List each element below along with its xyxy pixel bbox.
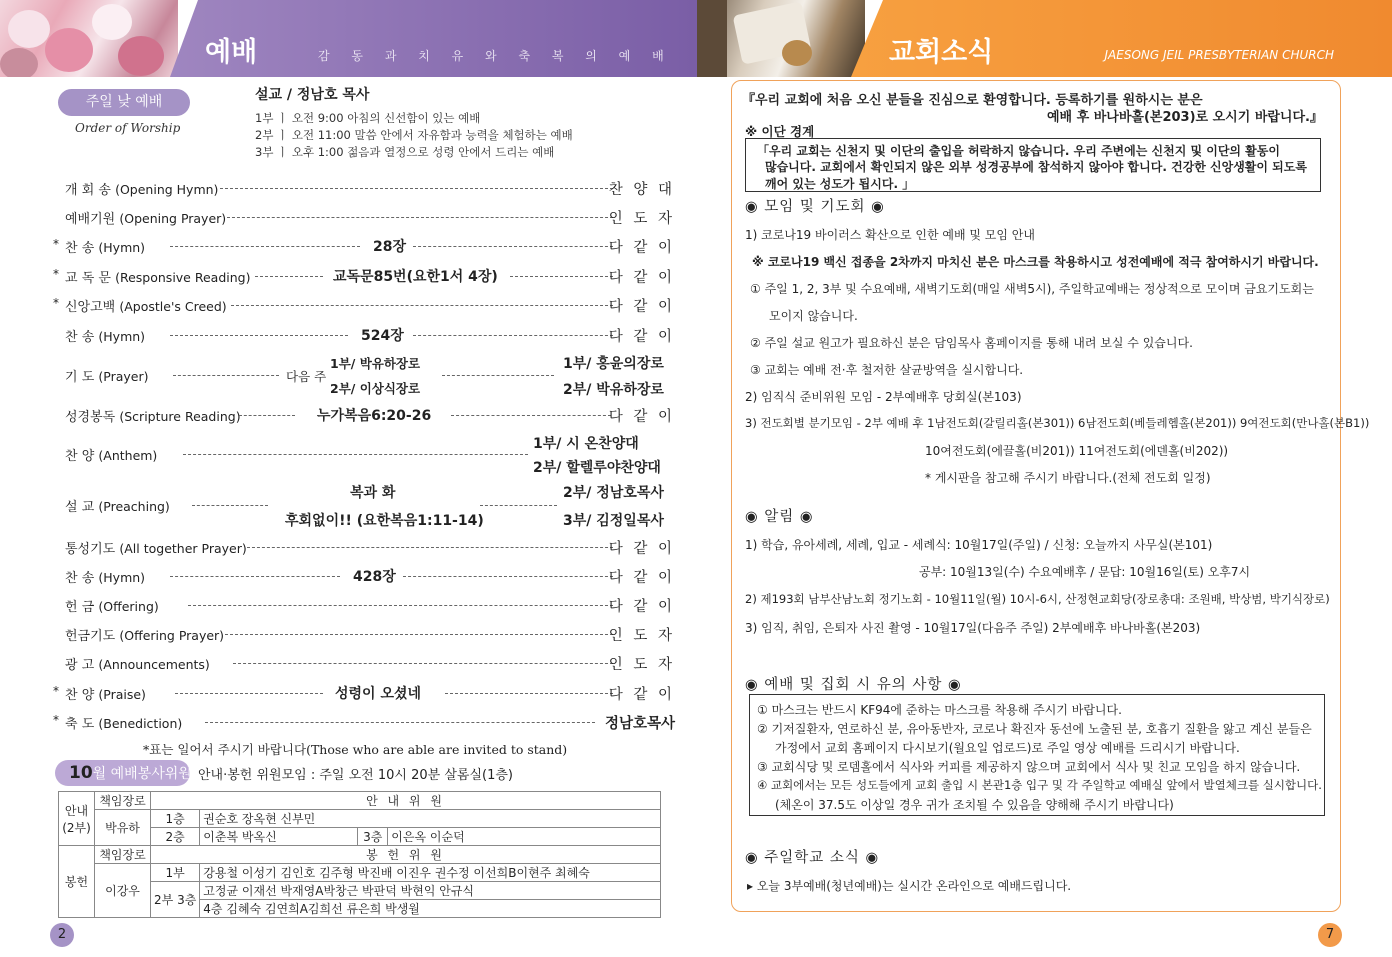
page-number: 7 — [1318, 923, 1342, 947]
news-item: 3) 임직, 취임, 은퇴자 사진 촬영 - 10월17일(다음주 주일) 2부예배후 바나바홀(본203) — [745, 621, 1201, 635]
order-name: 헌 금 — [65, 599, 95, 615]
floor-cell: 2층 — [151, 828, 200, 846]
order-detail: 428장 — [353, 569, 396, 585]
dotted-leader — [255, 276, 323, 277]
order-name-en: (Anthem) — [98, 447, 158, 463]
order-name: 교 독 문 — [65, 270, 111, 286]
sermon-title-text: 복과 화 — [350, 485, 396, 501]
order-name-en: (All together Prayer) — [119, 540, 247, 556]
news-item: 2) 임직식 준비위원 모임 - 2부예배후 당회실(본103) — [745, 390, 1022, 404]
order-name-en: (Preaching) — [98, 498, 170, 514]
floor-cell: 3층 — [358, 828, 388, 846]
order-row — [55, 235, 675, 257]
order-name: 성경봉독 — [65, 409, 116, 425]
dotted-leader — [403, 576, 613, 577]
order-row — [55, 682, 675, 704]
heresy-line: 많습니다. 교회에서 확인되지 않은 외부 성경공부에 참석하지 않아야 합니다. 건강한 신앙생활이 되도록 — [765, 160, 1307, 174]
order-leader: 다 같 이 — [608, 299, 675, 315]
order-row — [55, 565, 675, 587]
order-detail: 524장 — [361, 328, 404, 344]
names-cell: 4층 김혜숙 김연희A김희선 류은희 박생월 — [200, 900, 661, 918]
news-item: 1) 코로나19 바이러스 확산으로 인한 예배 및 모임 안내 — [745, 228, 1035, 242]
page-title: 교회소식 — [889, 37, 994, 68]
welcome-line-2: 예배 후 바나바홀(본203)로 오시기 바랍니다.』 — [1047, 110, 1323, 125]
dotted-leader — [413, 246, 613, 247]
stand-marker: * — [53, 296, 59, 310]
order-leader: 다 같 이 — [608, 270, 675, 286]
choir-1: 1부/ 시 온찬양대 — [533, 436, 639, 452]
stand-marker: * — [53, 713, 59, 727]
news-item: 2) 제193회 남부산남노회 정기노회 - 10월11일(월) 10시-6시, 산정현교회당(장로총대: 조원배, 박상범, 박기식장로) — [745, 592, 1330, 606]
part-cell: 1부 — [151, 864, 200, 882]
order-of-worship-label: Order of Worship — [75, 121, 181, 135]
order-name-en: (Praise) — [98, 686, 146, 702]
order-name: 기 도 — [65, 369, 95, 385]
dotted-leader — [480, 505, 557, 506]
caution-item: ① 마스크는 반드시 KF94에 준하는 마스크를 착용해 주시기 바랍니다. — [757, 703, 1122, 717]
sermon-scripture: 후회없이!! (요한복음1:11-14) — [285, 513, 484, 529]
elder-cell: 이강우 — [95, 864, 151, 918]
order-leader: 다 같 이 — [608, 240, 675, 256]
order-leader: 다 같 이 — [608, 570, 675, 586]
volunteer-table — [58, 791, 661, 918]
dotted-leader — [239, 415, 295, 416]
order-leader: 인 도 자 — [608, 628, 675, 644]
names-cell: 이은옥 이순덕 — [388, 828, 661, 846]
page-title: 예배 — [205, 37, 258, 68]
service-time: 1부 ㅣ 오전 9:00 아침의 신선함이 있는 예배 — [255, 111, 481, 125]
order-leader: 정남호목사 — [604, 716, 675, 732]
news-item: ③ 교회는 예배 전·후 철저한 살균방역을 실시합니다. — [750, 363, 1024, 377]
next-week-label: 다음 주 — [286, 369, 327, 384]
order-name: 찬 양 — [65, 448, 95, 464]
heresy-title: ※ 이단 경계 — [745, 124, 815, 139]
flower-photo — [0, 0, 178, 77]
order-row — [55, 177, 675, 199]
page-subtitle: 감 동 과 치 유 와 축 복 의 예 배 — [318, 49, 673, 63]
welcome-line-1: 『우리 교회에 처음 오신 분들을 진심으로 환영합니다. 등록하기를 원하시는 분은 — [742, 93, 1203, 108]
news-item: 공부: 10월13일(수) 수요예배후 / 문답: 10월16일(토) 오후7시 — [919, 565, 1251, 579]
order-name-en: (Offering) — [98, 598, 159, 614]
order-row — [55, 594, 675, 616]
order-detail: 교독문85번(요한1서 4장) — [333, 269, 498, 285]
sunday-worship-label: 주일 낮 예배 — [58, 89, 190, 116]
heresy-line: 깨어 있는 성도가 됩시다. 」 — [765, 177, 915, 191]
order-name: 신앙고백 — [65, 299, 116, 315]
order-name: 예배기원 — [65, 211, 116, 227]
news-item: * 게시판을 참고해 주시기 바랍니다.(전체 전도회 일정) — [925, 471, 1211, 485]
news-item: ※ 코로나19 백신 접종을 2차까지 마치신 분은 마스크를 착용하시고 성전예배에 적극 참여하시기 바랍니다. — [752, 255, 1319, 269]
order-name-en: (Hymn) — [98, 569, 146, 585]
right-page — [697, 0, 1392, 957]
sermon-title: 설교 / 정남호 목사 — [255, 87, 370, 103]
floor-cell: 1층 — [151, 810, 200, 828]
names-cell: 권순호 장옥현 신부민 — [200, 810, 661, 828]
order-leader: 인 도 자 — [608, 211, 675, 227]
dotted-leader — [170, 335, 348, 336]
caution-item: 가정에서 교회 홈페이지 다시보기(월요일 업로드)로 주일 영상 예배를 드리시기 바랍니다. — [775, 741, 1240, 755]
order-name: 찬 송 — [65, 329, 95, 345]
volunteer-label: 월 예배봉사위원 — [92, 766, 192, 782]
order-name: 헌금기도 — [65, 628, 116, 644]
order-detail: 성령이 오셨네 — [335, 686, 422, 702]
order-row — [55, 324, 675, 346]
service-time: 3부 ㅣ 오후 1:00 젊음과 열정으로 성령 안에서 드리는 예배 — [255, 145, 555, 159]
heresy-line: 「우리 교회는 신천지 및 이단의 출입을 허락하지 않습니다. 우리 주변에는 신천지 및 이단의 활동이 — [757, 144, 1280, 158]
news-item: 3) 전도회별 분기모임 - 2부 예배 후 1남전도회(갈릴리홀(본301)) 6남전도회(베들레헴홀(본201)) 9여전도회(만나홀(본B1)) — [745, 416, 1370, 430]
church-name: JAESONG JEIL PRESBYTERIAN CHURCH — [1104, 48, 1334, 62]
order-leader: 다 같 이 — [608, 599, 675, 615]
caution-item: ③ 교회식당 및 로뎀홀에서 식사와 커피를 제공하지 않으며 교회에서 식사 및 친교 모임을 하지 않습니다. — [757, 760, 1301, 774]
stand-marker: * — [53, 267, 59, 281]
dotted-leader — [170, 576, 340, 577]
dotted-leader — [192, 505, 268, 506]
names-cell: 강용철 이성기 김인호 김주형 박진배 이진우 권수정 이선희B이현주 최혜숙 — [200, 864, 661, 882]
order-leader: 다 같 이 — [608, 329, 675, 345]
order-name-en: (Announcements) — [98, 656, 210, 672]
order-row — [55, 206, 675, 228]
order-name-en: (Hymn) — [98, 328, 146, 344]
order-row — [55, 652, 675, 674]
order-name: 통성기도 — [65, 541, 116, 557]
order-row — [55, 536, 675, 558]
news-item: ① 주일 1, 2, 3부 및 수요예배, 새벽기도회(매일 새벽5시), 주일학교예배는 정상적으로 모이며 금요기도회는 — [750, 282, 1314, 296]
order-name: 광 고 — [65, 657, 95, 673]
dotted-leader — [183, 454, 528, 455]
dotted-leader — [451, 415, 611, 416]
stand-note: *표는 일어서 주시기 바랍니다(Those who are able are invited to stand) — [143, 742, 568, 757]
order-name-en: (Apostle's Creed) — [119, 298, 227, 314]
order-name-en: (Hymn) — [98, 239, 146, 255]
order-name: 찬 송 — [65, 240, 95, 256]
order-name: 설 교 — [65, 499, 95, 515]
dotted-leader — [188, 605, 613, 606]
header-cell: 봉 헌 위 원 — [151, 846, 661, 864]
order-name-en: (Opening Hymn) — [115, 181, 219, 197]
header-cell: 책임장로 — [95, 792, 151, 810]
order-name-en: (Responsive Reading) — [115, 269, 251, 285]
order-leader: 다 같 이 — [608, 409, 675, 425]
header-cell: 책임장로 — [95, 846, 151, 864]
dotted-leader — [220, 188, 613, 189]
names-cell: 고정균 이재선 박재영A박창근 박판덕 박현익 안규식 — [200, 882, 661, 900]
dotted-leader — [175, 693, 323, 694]
order-leader: 인 도 자 — [608, 657, 675, 673]
choir-2: 2부/ 할렐루야찬양대 — [533, 460, 661, 476]
order-name: 찬 양 — [65, 687, 95, 703]
order-detail: 누가복음6:20-26 — [317, 408, 432, 424]
names-cell: 이춘복 박옥신 — [200, 828, 358, 846]
order-row — [55, 294, 675, 316]
sermon-info — [255, 84, 573, 161]
caution-item: ② 기저질환자, 연로하신 분, 유아동반자, 코로나 확진자 동선에 노출된 분, 호흡기 질환을 앓고 계신 분들은 — [757, 722, 1312, 736]
news-item: 모이지 않습니다. — [769, 309, 858, 323]
dotted-leader — [413, 335, 613, 336]
dotted-leader — [247, 547, 613, 548]
elder-cell: 박유하 — [95, 810, 151, 846]
stand-marker: * — [53, 684, 59, 698]
volunteer-title — [55, 760, 190, 786]
service-time: 2부 ㅣ 오전 11:00 말씀 안에서 자유함과 능력을 체험하는 예배 — [255, 128, 573, 142]
news-item: ② 주일 설교 원고가 필요하신 분은 담임목사 홈페이지를 통해 내려 보실 수 있습니다. — [750, 336, 1193, 350]
guide-label-cell: 안내 (2부) — [59, 792, 95, 846]
dotted-leader — [442, 375, 554, 376]
header-cell: 안 내 위 원 — [151, 792, 661, 810]
section-heading: ◉ 예배 및 집회 시 유의 사항 ◉ — [745, 677, 962, 693]
news-item: 1) 학습, 유아세례, 세례, 입교 - 세례식: 10월17일(주일) / 신청: 오늘까지 사무실(본101) — [745, 538, 1213, 552]
news-item: ▸ 오늘 3부예배(청년예배)는 실시간 온라인으로 예배드립니다. — [747, 879, 1072, 893]
order-detail: 28장 — [373, 239, 407, 255]
order-name-en: (Prayer) — [98, 368, 149, 384]
order-name-en: (Opening Prayer) — [119, 210, 227, 226]
news-item: 10여전도회(에끌홀(비201)) 11여전도회(에덴홀(비202)) — [925, 444, 1229, 458]
section-heading: ◉ 주일학교 소식 ◉ — [745, 850, 880, 866]
order-name-en: (Offering Prayer) — [119, 627, 225, 643]
dotted-leader — [445, 693, 613, 694]
order-name-en: (Scripture Reading) — [119, 408, 241, 424]
preacher-1: 2부/ 정남호목사 — [563, 485, 664, 501]
dotted-leader — [231, 305, 613, 306]
gift-photo — [697, 0, 865, 77]
section-heading: ◉ 알림 ◉ — [745, 509, 814, 525]
dotted-leader — [173, 375, 279, 376]
order-name-en: (Benediction) — [98, 715, 183, 731]
prayer-2: 2부/ 박유하장로 — [563, 382, 664, 398]
order-row — [55, 623, 675, 645]
order-name: 개 회 송 — [65, 182, 111, 198]
volunteer-meeting-info: 안내·봉헌 위원모임 : 주일 오전 10시 20분 살롬실(1층) — [198, 768, 513, 783]
dotted-leader — [227, 217, 613, 218]
dotted-leader — [205, 722, 595, 723]
dotted-leader — [233, 663, 613, 664]
order-name: 축 도 — [65, 716, 95, 732]
part-cell: 2부 3층 — [151, 882, 200, 918]
page-number: 2 — [50, 923, 74, 947]
order-row — [55, 711, 675, 733]
dotted-leader — [170, 246, 360, 247]
month-number: 10 — [69, 763, 93, 783]
stand-marker: * — [53, 237, 59, 251]
caution-item: ④ 교회에서는 모든 성도들에게 교회 출입 시 본관1층 입구 및 각 주일학교 예배실 앞에서 발열체크를 실시합니다. — [757, 778, 1322, 792]
order-row — [55, 265, 675, 287]
next-prayer-2: 2부/ 이상식장로 — [330, 381, 421, 396]
order-name: 찬 송 — [65, 570, 95, 586]
caution-item: (체온이 37.5도 이상일 경우 귀가 조치될 수 있음을 양해해 주시기 바랍니다) — [775, 798, 1174, 812]
offer-label-cell: 봉헌 — [59, 846, 95, 918]
prayer-1: 1부/ 홍윤의장로 — [563, 356, 664, 372]
order-leader: 다 같 이 — [608, 687, 675, 703]
order-leader: 찬 양 대 — [608, 182, 675, 198]
dotted-leader — [225, 634, 613, 635]
order-row — [55, 404, 675, 426]
next-prayer-1: 1부/ 박유하장로 — [330, 356, 421, 371]
section-heading: ◉ 모임 및 기도회 ◉ — [745, 199, 885, 215]
dotted-leader — [510, 276, 613, 277]
order-leader: 다 같 이 — [608, 541, 675, 557]
preacher-2: 3부/ 김정일목사 — [563, 513, 664, 529]
